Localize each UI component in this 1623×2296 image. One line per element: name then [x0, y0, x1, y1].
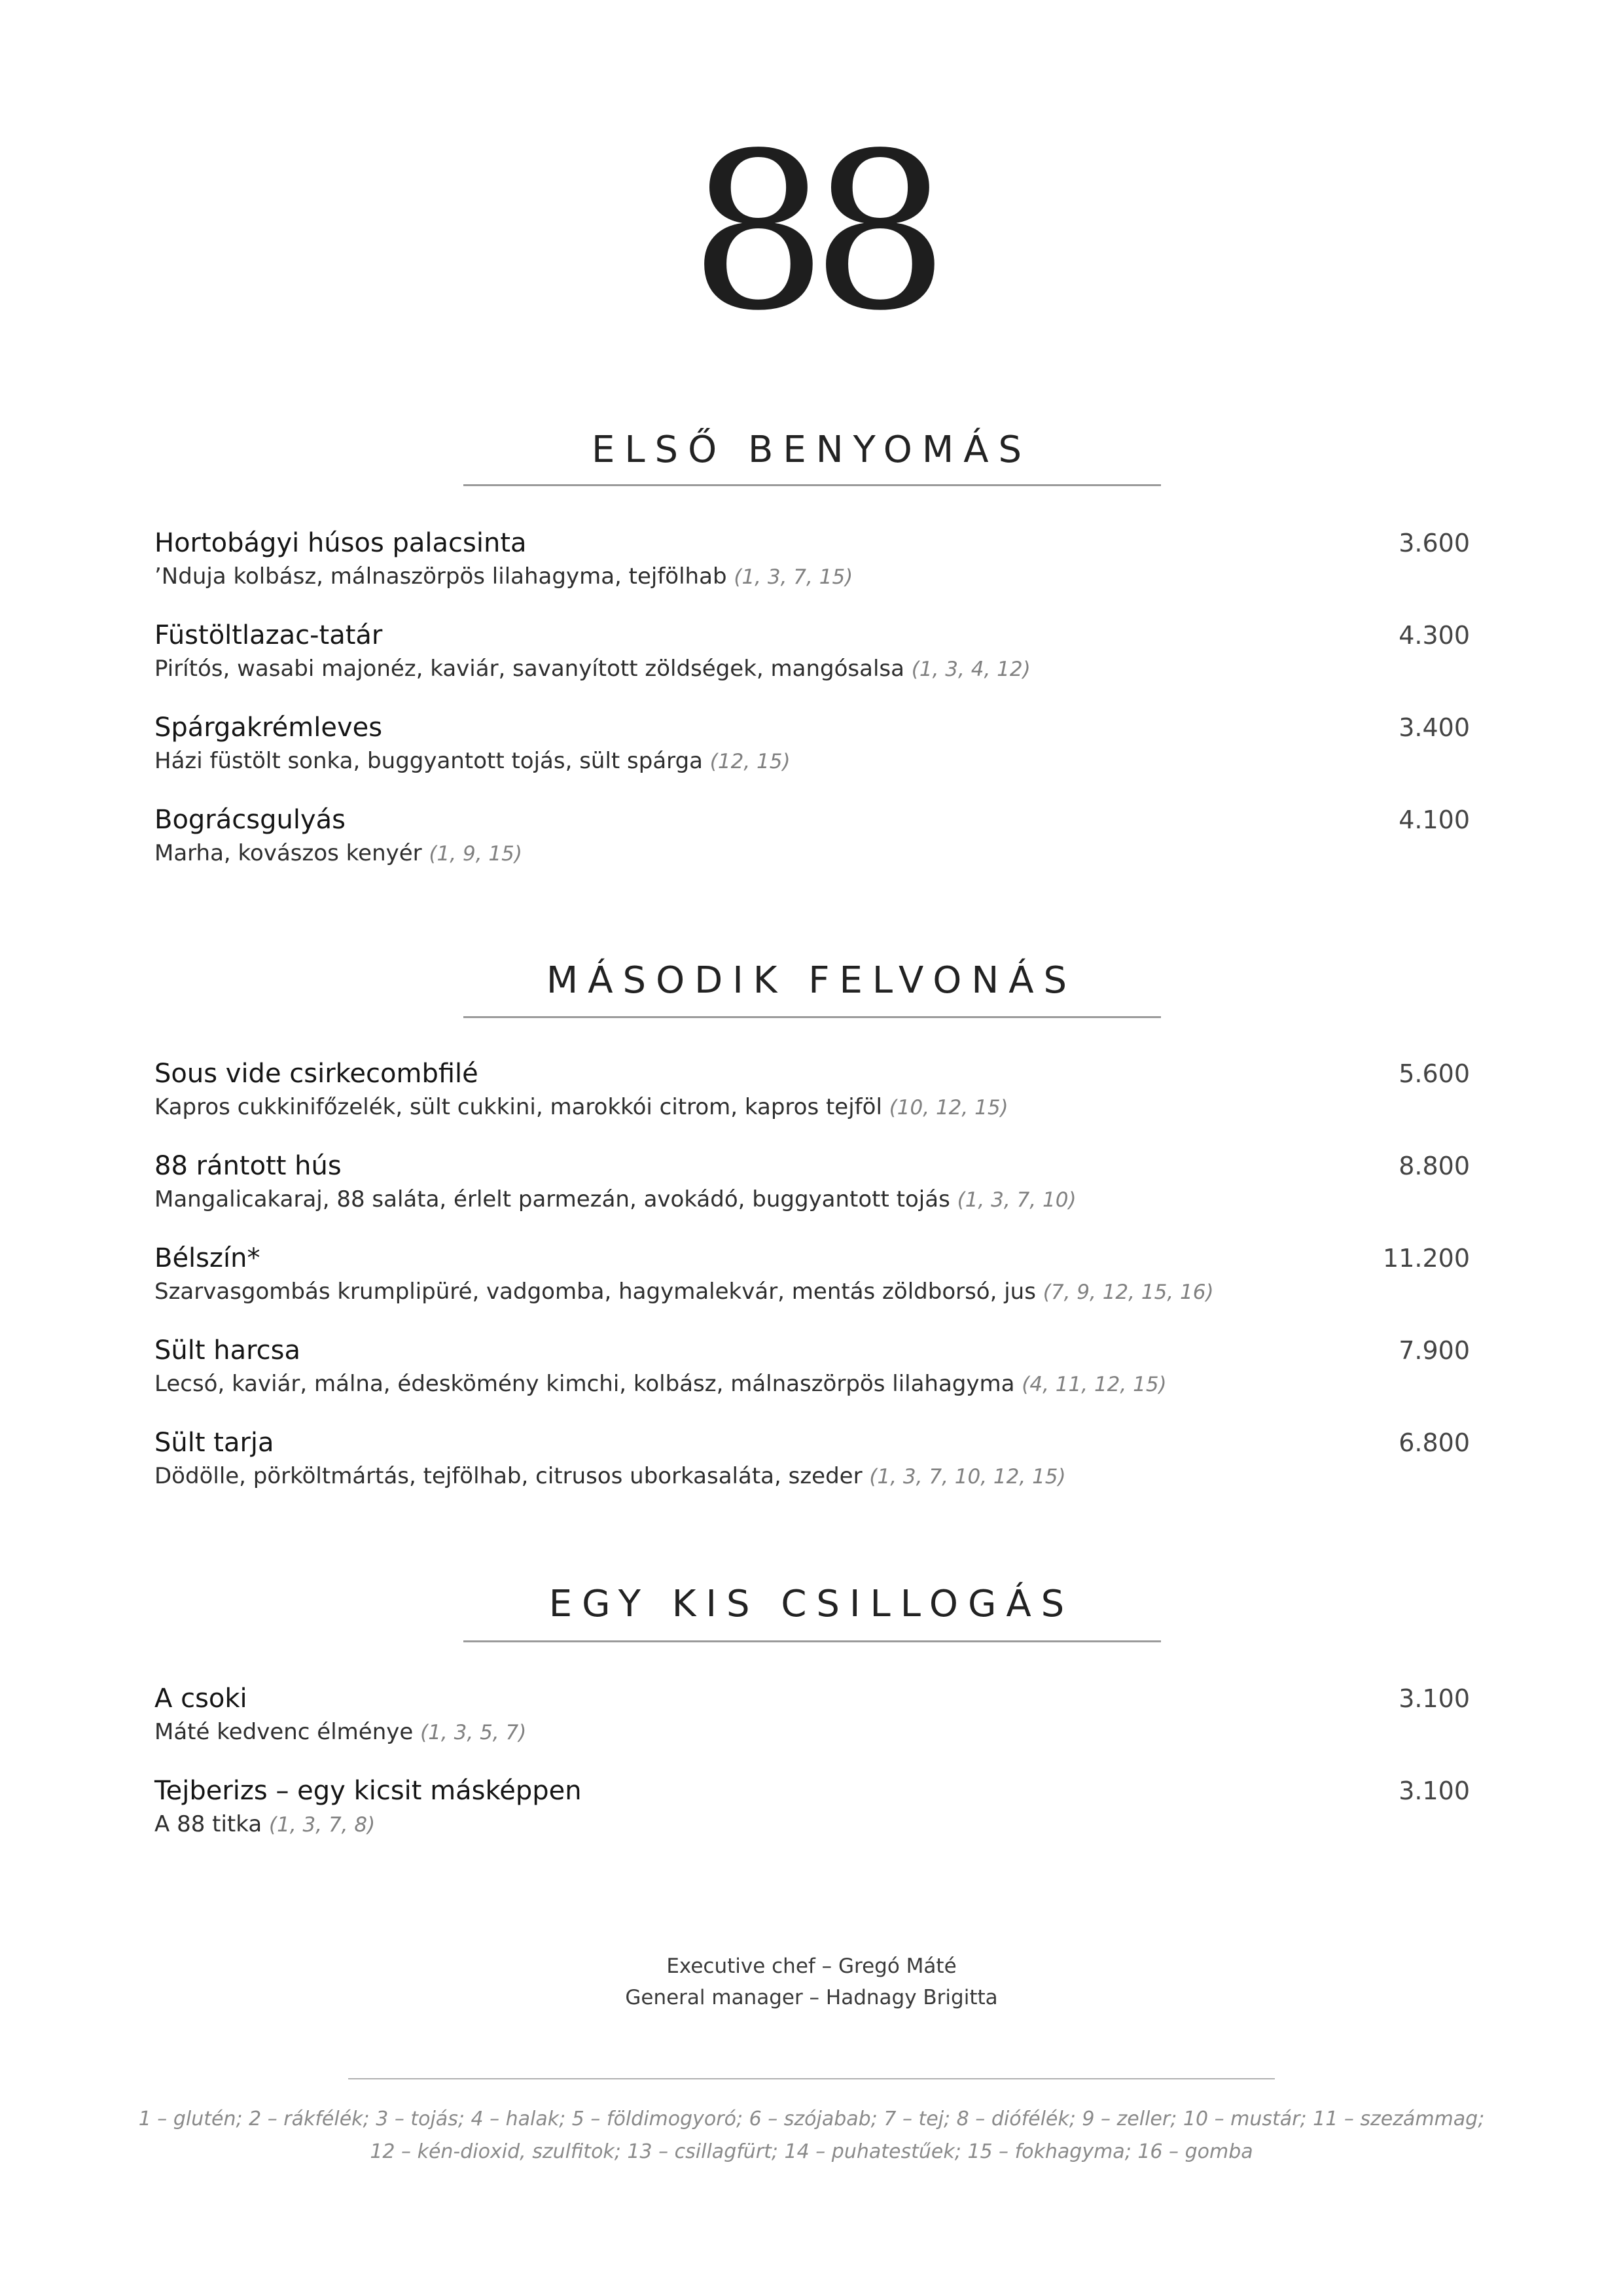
- footer-divider: [348, 2078, 1275, 2079]
- menu-item: [154, 1057, 1470, 1123]
- allergen-codes: (1, 3, 7, 8): [269, 1813, 376, 1837]
- restaurant-logo: 88: [690, 107, 933, 358]
- menu-item-description: [154, 747, 791, 776]
- menu-item-description-text: Mangalicakaraj, 88 saláta, érlelt parmezán, avokádó, buggyantott tojás: [154, 1186, 950, 1212]
- menu-item-name: Spárgakrémleves: [154, 713, 383, 743]
- menu-item: [154, 1150, 1470, 1215]
- menu-item-price: 3.400: [1399, 713, 1470, 742]
- staff-credits: [0, 1951, 1623, 2013]
- general-manager: General manager – Hadnagy Brigitta: [625, 1986, 998, 2009]
- menu-item-name: Bográcsgulyás: [154, 805, 346, 835]
- section-title-second-act: MÁSODIK FELVONÁS: [546, 959, 1077, 1002]
- menu-item-price: 6.800: [1399, 1428, 1470, 1457]
- allergen-legend: [0, 2103, 1623, 2168]
- menu-item: [154, 1775, 1470, 1840]
- section-divider: [463, 484, 1161, 486]
- menu-item-name: A csoki: [154, 1684, 247, 1714]
- menu-item-price: 7.900: [1399, 1336, 1470, 1365]
- menu-item-description-text: A 88 titka: [154, 1811, 262, 1837]
- allergen-codes: (7, 9, 12, 15, 16): [1043, 1280, 1214, 1304]
- menu-item-description-text: Szarvasgombás krumplipüré, vadgomba, hagymalekvár, mentás zöldborsó, jus: [154, 1279, 1036, 1305]
- menu-item-price: 4.100: [1399, 805, 1470, 834]
- menu-item: [154, 1426, 1470, 1492]
- menu-item-description: [154, 1093, 1008, 1122]
- menu-item-name: Sous vide csirkecombfilé: [154, 1059, 478, 1089]
- menu-item-description-text: Dödölle, pörköltmártás, tejfölhab, citrusos uborkasaláta, szeder: [154, 1463, 863, 1489]
- menu-item-description-text: Pirítós, wasabi majonéz, kaviár, savanyított zöldségek, mangósalsa: [154, 656, 904, 682]
- allergen-legend-line-1: 1 – glutén; 2 – rákfélék; 3 – tojás; 4 – halak; 5 – földimogyoró; 6 – szójabab; 7 – tej; 8 – diófélék; 9 – zeller; 10 – mustár; 11 – szezámmag;: [138, 2108, 1485, 2130]
- menu-item-name: Sült tarja: [154, 1428, 274, 1458]
- menu-item-name: Füstöltlazac-tatár: [154, 620, 383, 650]
- menu-item-name: Tejberizs – egy kicsit másképpen: [154, 1776, 582, 1806]
- section-divider: [463, 1640, 1161, 1642]
- menu-item-description: [154, 562, 853, 592]
- menu-item-description: [154, 1718, 526, 1747]
- allergen-codes: (1, 3, 7, 10): [957, 1188, 1077, 1212]
- allergen-codes: (1, 3, 4, 12): [911, 658, 1031, 681]
- allergen-codes: (1, 3, 7, 15): [734, 565, 853, 589]
- allergen-codes: (1, 3, 7, 10, 12, 15): [869, 1465, 1066, 1489]
- menu-item-description-text: Marha, kovászos kenyér: [154, 840, 422, 866]
- menu-item-description: [154, 1462, 1066, 1491]
- allergen-codes: (4, 11, 12, 15): [1022, 1373, 1167, 1396]
- menu-item-name: Hortobágyi húsos palacsinta: [154, 528, 527, 558]
- menu-item-price: 3.600: [1399, 529, 1470, 557]
- menu-item: [154, 804, 1470, 869]
- menu-item-price: 8.800: [1399, 1152, 1470, 1180]
- allergen-codes: (12, 15): [709, 750, 791, 773]
- menu-item-description-text: Lecsó, kaviár, málna, édeskömény kimchi, kolbász, málnaszörpös lilahagyma: [154, 1371, 1015, 1397]
- section-title-a-little-sparkle: EGY KIS CSILLOGÁS: [548, 1583, 1075, 1625]
- menu-item-price: 4.300: [1399, 621, 1470, 650]
- menu-item-description: [154, 839, 522, 868]
- menu-item: [154, 1334, 1470, 1400]
- menu-item: [154, 527, 1470, 592]
- menu-item-description-text: Máté kedvenc élménye: [154, 1719, 414, 1745]
- menu-item-price: 3.100: [1399, 1776, 1470, 1805]
- menu-item-price: 5.600: [1399, 1059, 1470, 1088]
- menu-item-description-text: Házi füstölt sonka, buggyantott tojás, sült spárga: [154, 748, 703, 774]
- menu-item-description-text: Kapros cukkinifőzelék, sült cukkini, marokkói citrom, kapros tejföl: [154, 1094, 882, 1120]
- menu-item-description: [154, 1185, 1077, 1214]
- menu-item: [154, 1242, 1470, 1307]
- allergen-codes: (10, 12, 15): [889, 1096, 1008, 1120]
- executive-chef: Executive chef – Gregó Máté: [666, 1954, 957, 1978]
- menu-item: [154, 1682, 1470, 1748]
- menu-item-description-text: ’Nduja kolbász, málnaszörpös lilahagyma, tejfölhab: [154, 563, 727, 590]
- menu-item-price: 11.200: [1383, 1244, 1470, 1273]
- section-divider: [463, 1016, 1161, 1018]
- menu-item-description: [154, 654, 1031, 684]
- allergen-codes: (1, 9, 15): [429, 842, 522, 866]
- menu-item-name: Bélszín*: [154, 1243, 260, 1273]
- menu-item-description: [154, 1277, 1214, 1307]
- section-title-first-impression: ELSŐ BENYOMÁS: [591, 429, 1032, 471]
- menu-item: [154, 619, 1470, 684]
- allergen-codes: (1, 3, 5, 7): [420, 1721, 527, 1744]
- allergen-legend-line-2: 12 – kén-dioxid, szulfitok; 13 – csillagfürt; 14 – puhatestűek; 15 – fokhagyma; 16 – gomba: [370, 2140, 1253, 2163]
- menu-item-price: 3.100: [1399, 1684, 1470, 1713]
- menu-item-name: 88 rántott hús: [154, 1151, 342, 1181]
- menu-item-description: [154, 1369, 1167, 1399]
- menu-item-description: [154, 1810, 375, 1839]
- menu-item: [154, 711, 1470, 777]
- menu-item-name: Sült harcsa: [154, 1335, 301, 1366]
